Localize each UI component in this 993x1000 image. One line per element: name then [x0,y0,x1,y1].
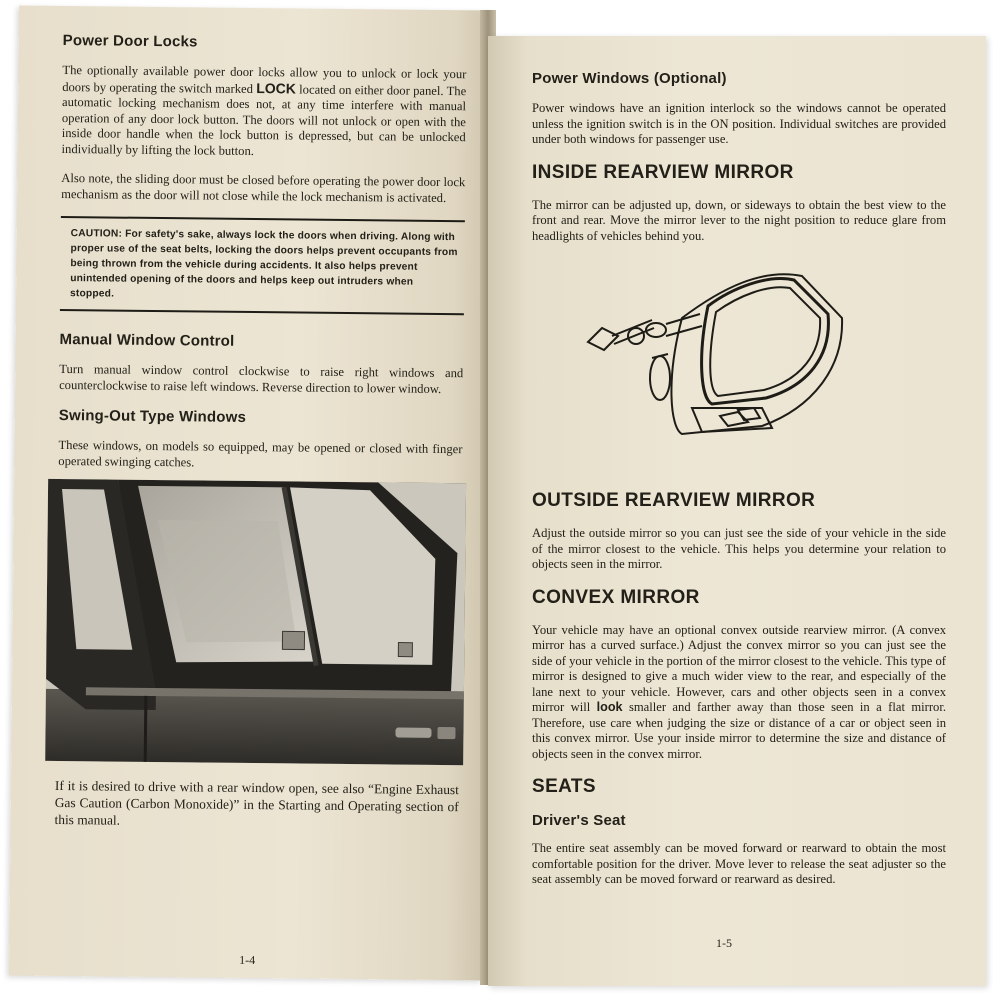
convex-mirror-heading: CONVEX MIRROR [532,586,700,608]
convex-text-post: smaller and farther away than those seen in a flat mirror. Therefore, use care when judging the size or distance of a car or object seen in this convex mirror. Use your inside mirror to determine the size and distance of objects seen in the convex mirror. [532,700,947,761]
left-page-content [10,6,493,847]
right-page-content [488,36,986,902]
inside-mirror-illustration [532,258,946,482]
inside-mirror-body: The mirror can be adjusted up, down, or sideways to obtain the best view to the front and rear. Move the mirror lever to the night position to reduce glare from headlights of vehicles behind you. [532,197,946,243]
seats-heading: SEATS [532,776,596,797]
power-door-locks-text-pre: The optionally available power door locks allow you to unlock or lock your doors by operating the switch marked [62,63,467,96]
inside-mirror-heading: INSIDE REARVIEW MIRROR [532,161,794,183]
convex-text-pre: Your vehicle may have an optional convex outside rearview mirror. (A convex mirror has a curved surface.) Adjust the convex mirror so you can just see the side of your vehicle in the portion of the mirror closest to the vehicle. This type of mirror is designed to give a much wider view to the rear, and especially of the lane next to your vehicle. However, cars and other objects seen in a convex mirror will [532,622,946,714]
drivers-seat-heading: Driver's Seat [532,812,626,829]
left-page [9,6,493,981]
manual-window-heading: Manual Window Control [59,330,235,350]
drivers-seat-body: The entire seat assembly can be moved forward or rearward to obtain the most comfortable position for the driver. Move lever to release the seat adjuster so the seat assembly can be moved forward or rearward as desired. [532,841,946,886]
right-page-number: 1-5 [716,936,732,950]
swing-out-heading: Swing-Out Type Windows [58,406,247,426]
left-page-number: 1-4 [239,952,256,968]
convex-mirror-body [532,623,946,763]
rear-window-note: If it is desired to drive with a rear window open, see also “Engine Exhaust Gas Caution (Carbon Monoxide)” in the Starting and Operating section of this manual. [54,777,459,828]
manual-window-body: Turn manual window control clockwise to raise right windows and counterclockwise to raise left windows. Reverse direction to lower window. [59,361,464,396]
rearview-mirror-icon [532,258,946,482]
power-door-locks-paragraph-2: Also note, the sliding door must be closed before operating the power door lock mechanism as the door will not close while the lock mechanism is activated. [61,170,466,205]
outside-mirror-heading: OUTSIDE REARVIEW MIRROR [532,490,816,511]
power-door-locks-text-post: located on either door panel. The automatic locking mechanism does not, at any time interfere with manual operation of any door lock button. The doors will not unlock or open with the inside door handle when the lock button is depressed, but can be unlocked individually by lifting the lock button. [61,81,467,158]
right-page [488,36,986,986]
swing-out-body: These windows, on models so equipped, may be opened or closed with finger operated swinging catches. [58,437,463,469]
power-door-locks-heading: Power Door Locks [62,32,198,51]
power-windows-heading: Power Windows (Optional) [532,70,727,87]
look-emphasis: look [596,700,623,714]
swing-out-window-photo [45,479,466,765]
outside-mirror-body: Adjust the outside mirror so you can just see the side of your vehicle in the side of the mirror closest to the vehicle. This helps you determine your relation to objects seen in the mirror. [532,526,946,571]
caution-box: CAUTION: For safety's sake, always lock the doors when driving. Along with proper use of the seat belts, locking the doors helps prevent occupants from being thrown from the vehicle during accidents. It also helps prevent unintended opening of the doors and helps keep out intruders when stopped. [60,216,465,315]
power-door-locks-paragraph-1 [62,63,467,161]
power-windows-body: Power windows have an ignition interlock so the windows cannot be operated unless the ignition switch is in the ON position. Individual switches are provided under both windows for passenger use. [532,101,946,146]
lock-label: LOCK [256,79,297,96]
